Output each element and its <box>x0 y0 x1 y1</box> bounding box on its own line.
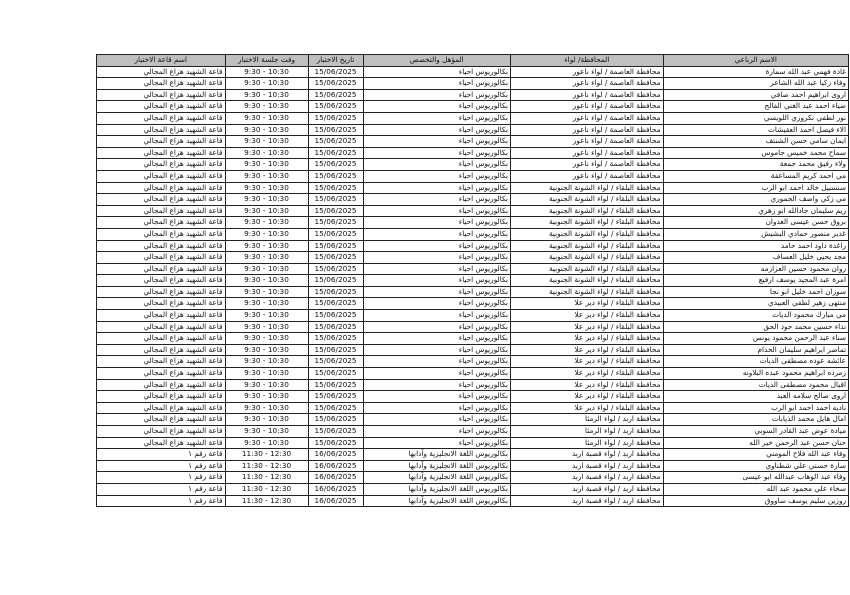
cell-time: 9:30 - 10:30 <box>225 368 308 380</box>
cell-time: 9:30 - 10:30 <box>225 147 308 159</box>
cell-region: محافظة العاصمة / لواء ناعور <box>511 136 664 148</box>
cell-region: محافظة العاصمة / لواء ناعور <box>511 101 664 113</box>
cell-name: وفاء عبد الوهاب عبدالله ابو عيسى <box>663 472 849 484</box>
table-row <box>97 182 849 194</box>
exam-schedule-table <box>96 54 849 507</box>
cell-hall: قاعة رقم ١ <box>97 472 226 484</box>
table-row <box>97 449 849 461</box>
cell-region: محافظة البلقاء / لواء دير علا <box>511 333 664 345</box>
table-row <box>97 205 849 217</box>
cell-date: 15/06/2025 <box>308 217 363 229</box>
cell-date: 15/06/2025 <box>308 66 363 78</box>
cell-region: محافظة العاصمة / لواء ناعور <box>511 66 664 78</box>
cell-time: 9:30 - 10:30 <box>225 286 308 298</box>
cell-hall: قاعة الشهيد هزاع المجالي <box>97 112 226 124</box>
cell-hall: قاعة الشهيد هزاع المجالي <box>97 240 226 252</box>
cell-region: محافظة البلقاء / لواء الشونة الجنوبية <box>511 286 664 298</box>
cell-date: 15/06/2025 <box>308 112 363 124</box>
cell-hall: قاعة الشهيد هزاع المجالي <box>97 182 226 194</box>
cell-hall: قاعة رقم ١ <box>97 460 226 472</box>
cell-hall: قاعة الشهيد هزاع المجالي <box>97 205 226 217</box>
cell-date: 15/06/2025 <box>308 228 363 240</box>
cell-name: اروى ابراهيم احمد صافي <box>663 89 849 101</box>
cell-name: ميادة عوض عبد القادر السوبي <box>663 426 849 438</box>
header-row <box>97 55 849 67</box>
table-row <box>97 333 849 345</box>
cell-qualification: بكالوريوس احياء <box>363 240 511 252</box>
cell-name: مي مبارك محمود الديات <box>663 310 849 322</box>
cell-region: محافظة البلقاء / لواء الشونة الجنوبية <box>511 252 664 264</box>
header-hall: اسم قاعة الاختبار <box>97 55 226 67</box>
cell-hall: قاعة الشهيد هزاع المجالي <box>97 159 226 171</box>
cell-region: محافظة اربد / لواء الرمثا <box>511 426 664 438</box>
cell-region: محافظة اربد / لواء قصبة اربد <box>511 472 664 484</box>
cell-time: 9:30 - 10:30 <box>225 310 308 322</box>
cell-region: محافظة البلقاء / لواء دير علا <box>511 368 664 380</box>
cell-name: وفاء عبد الله فلاح المومني <box>663 449 849 461</box>
cell-qualification: بكالوريوس احياء <box>363 263 511 275</box>
cell-qualification: بكالوريوس احياء <box>363 159 511 171</box>
cell-time: 9:30 - 10:30 <box>225 344 308 356</box>
cell-name: عائشه عوده مصطفى الديات <box>663 356 849 368</box>
cell-hall: قاعة الشهيد هزاع المجالي <box>97 356 226 368</box>
cell-time: 9:30 - 10:30 <box>225 356 308 368</box>
cell-name: ايمان سامي حسن الشنتف <box>663 136 849 148</box>
cell-date: 15/06/2025 <box>308 240 363 252</box>
cell-region: محافظة اربد / لواء قصبة اربد <box>511 483 664 495</box>
cell-date: 16/06/2025 <box>308 460 363 472</box>
cell-time: 9:30 - 10:30 <box>225 263 308 275</box>
table-row <box>97 194 849 206</box>
table-row <box>97 66 849 78</box>
cell-qualification: بكالوريوس احياء <box>363 252 511 264</box>
cell-date: 15/06/2025 <box>308 252 363 264</box>
cell-name: سناء عبد الرحمن محمود يونس <box>663 333 849 345</box>
cell-hall: قاعة الشهيد هزاع المجالي <box>97 310 226 322</box>
cell-name: ضياء احمد عبد الغني الفالح <box>663 101 849 113</box>
cell-qualification: بكالوريوس احياء <box>363 310 511 322</box>
cell-hall: قاعة الشهيد هزاع المجالي <box>97 228 226 240</box>
cell-date: 15/06/2025 <box>308 205 363 217</box>
cell-hall: قاعة الشهيد هزاع المجالي <box>97 66 226 78</box>
cell-region: محافظة العاصمة / لواء ناعور <box>511 89 664 101</box>
cell-date: 15/06/2025 <box>308 136 363 148</box>
cell-date: 15/06/2025 <box>308 414 363 426</box>
cell-time: 9:30 - 10:30 <box>225 170 308 182</box>
cell-qualification: بكالوريوس احياء <box>363 391 511 403</box>
cell-time: 9:30 - 10:30 <box>225 78 308 90</box>
cell-qualification: بكالوريوس اللغة الانجليزية وآدابها <box>363 483 511 495</box>
table-row <box>97 101 849 113</box>
cell-hall: قاعة رقم ١ <box>97 495 226 507</box>
cell-date: 15/06/2025 <box>308 275 363 287</box>
cell-qualification: بكالوريوس احياء <box>363 205 511 217</box>
cell-name: ناديه احمد احمد ابو الرب <box>663 402 849 414</box>
cell-date: 15/06/2025 <box>308 182 363 194</box>
cell-time: 9:30 - 10:30 <box>225 194 308 206</box>
cell-date: 15/06/2025 <box>308 310 363 322</box>
cell-qualification: بكالوريوس احياء <box>363 89 511 101</box>
cell-region: محافظة اربد / لواء الرمثا <box>511 414 664 426</box>
cell-date: 15/06/2025 <box>308 159 363 171</box>
cell-date: 15/06/2025 <box>308 391 363 403</box>
cell-qualification: بكالوريوس احياء <box>363 414 511 426</box>
table-row <box>97 356 849 368</box>
cell-name: غادة فهمي عبد الله سمارة <box>663 66 849 78</box>
cell-region: محافظة البلقاء / لواء دير علا <box>511 356 664 368</box>
cell-qualification: بكالوريوس احياء <box>363 402 511 414</box>
cell-time: 11:30 - 12:30 <box>225 495 308 507</box>
cell-name: روزين سليم يوسف ساووق <box>663 495 849 507</box>
cell-region: محافظة البلقاء / لواء دير علا <box>511 379 664 391</box>
table-row <box>97 112 849 124</box>
cell-region: محافظة اربد / لواء قصبة اربد <box>511 449 664 461</box>
cell-name: حنان حسن عبد الرحمن خير الله <box>663 437 849 449</box>
table-row <box>97 391 849 403</box>
cell-qualification: بكالوريوس احياء <box>363 66 511 78</box>
cell-name: مي احمد كريم المساعفة <box>663 170 849 182</box>
cell-date: 16/06/2025 <box>308 495 363 507</box>
header-region: المحافظة/ لواء <box>511 55 664 67</box>
table-body <box>97 66 849 507</box>
cell-date: 15/06/2025 <box>308 194 363 206</box>
cell-qualification: بكالوريوس احياء <box>363 228 511 240</box>
exam-schedule-sheet <box>96 54 849 507</box>
cell-time: 9:30 - 10:30 <box>225 240 308 252</box>
table-row <box>97 159 849 171</box>
cell-hall: قاعة الشهيد هزاع المجالي <box>97 89 226 101</box>
cell-date: 15/06/2025 <box>308 321 363 333</box>
cell-hall: قاعة الشهيد هزاع المجالي <box>97 286 226 298</box>
cell-time: 9:30 - 10:30 <box>225 298 308 310</box>
cell-region: محافظة البلقاء / لواء دير علا <box>511 298 664 310</box>
cell-hall: قاعة الشهيد هزاع المجالي <box>97 368 226 380</box>
cell-name: الاء فيصل احمد العقيشات <box>663 124 849 136</box>
header-name: الاسم الرباعي <box>663 55 849 67</box>
cell-time: 9:30 - 10:30 <box>225 414 308 426</box>
cell-hall: قاعة الشهيد هزاع المجالي <box>97 414 226 426</box>
cell-date: 15/06/2025 <box>308 356 363 368</box>
table-row <box>97 368 849 380</box>
cell-region: محافظة البلقاء / لواء الشونة الجنوبية <box>511 240 664 252</box>
cell-name: سنسبيل خالد احمد ابو الرب <box>663 182 849 194</box>
cell-time: 11:30 - 12:30 <box>225 460 308 472</box>
cell-region: محافظة البلقاء / لواء الشونة الجنوبية <box>511 217 664 229</box>
table-row <box>97 379 849 391</box>
cell-date: 16/06/2025 <box>308 483 363 495</box>
cell-name: روان محمود حسين العزازمه <box>663 263 849 275</box>
table-row <box>97 310 849 322</box>
cell-region: محافظة العاصمة / لواء ناعور <box>511 147 664 159</box>
cell-time: 9:30 - 10:30 <box>225 205 308 217</box>
table-row <box>97 437 849 449</box>
cell-region: محافظة البلقاء / لواء الشونة الجنوبية <box>511 205 664 217</box>
cell-region: محافظة البلقاء / لواء الشونة الجنوبية <box>511 263 664 275</box>
cell-qualification: بكالوريوس احياء <box>363 379 511 391</box>
cell-qualification: بكالوريوس احياء <box>363 147 511 159</box>
cell-qualification: بكالوريوس احياء <box>363 437 511 449</box>
table-row <box>97 402 849 414</box>
cell-qualification: بكالوريوس اللغة الانجليزية وآدابها <box>363 460 511 472</box>
cell-qualification: بكالوريوس احياء <box>363 112 511 124</box>
cell-time: 9:30 - 10:30 <box>225 89 308 101</box>
cell-qualification: بكالوريوس احياء <box>363 275 511 287</box>
cell-time: 11:30 - 12:30 <box>225 483 308 495</box>
cell-qualification: بكالوريوس احياء <box>363 194 511 206</box>
cell-region: محافظة البلقاء / لواء دير علا <box>511 310 664 322</box>
cell-date: 15/06/2025 <box>308 298 363 310</box>
cell-hall: قاعة الشهيد هزاع المجالي <box>97 437 226 449</box>
table-row <box>97 286 849 298</box>
cell-region: محافظة البلقاء / لواء الشونة الجنوبية <box>511 228 664 240</box>
cell-qualification: بكالوريوس احياء <box>363 298 511 310</box>
cell-hall: قاعة رقم ١ <box>97 483 226 495</box>
cell-name: وفاء زكيا عبد الله الشاعر <box>663 78 849 90</box>
cell-region: محافظة البلقاء / لواء دير علا <box>511 402 664 414</box>
cell-qualification: بكالوريوس احياء <box>363 78 511 90</box>
table-row <box>97 414 849 426</box>
cell-hall: قاعة الشهيد هزاع المجالي <box>97 333 226 345</box>
cell-qualification: بكالوريوس احياء <box>363 286 511 298</box>
table-row <box>97 240 849 252</box>
cell-date: 15/06/2025 <box>308 89 363 101</box>
cell-region: محافظة اربد / لواء قصبة اربد <box>511 460 664 472</box>
cell-hall: قاعة الشهيد هزاع المجالي <box>97 124 226 136</box>
table-row <box>97 252 849 264</box>
cell-region: محافظة البلقاء / لواء الشونة الجنوبية <box>511 182 664 194</box>
cell-time: 9:30 - 10:30 <box>225 437 308 449</box>
table-row <box>97 483 849 495</box>
cell-name: اقبال محمود مصطفى الديات <box>663 379 849 391</box>
cell-region: محافظة العاصمة / لواء ناعور <box>511 170 664 182</box>
cell-time: 9:30 - 10:30 <box>225 124 308 136</box>
table-row <box>97 124 849 136</box>
table-row <box>97 217 849 229</box>
cell-hall: قاعة الشهيد هزاع المجالي <box>97 321 226 333</box>
table-row <box>97 78 849 90</box>
table-row <box>97 321 849 333</box>
cell-hall: قاعة الشهيد هزاع المجالي <box>97 252 226 264</box>
cell-qualification: بكالوريوس احياء <box>363 182 511 194</box>
cell-hall: قاعة رقم ١ <box>97 449 226 461</box>
cell-hall: قاعة الشهيد هزاع المجالي <box>97 170 226 182</box>
cell-date: 15/06/2025 <box>308 402 363 414</box>
cell-date: 15/06/2025 <box>308 368 363 380</box>
cell-qualification: بكالوريوس احياء <box>363 321 511 333</box>
cell-time: 9:30 - 10:30 <box>225 182 308 194</box>
cell-hall: قاعة الشهيد هزاع المجالي <box>97 263 226 275</box>
cell-name: نور لطفي نكروزي اللويسي <box>663 112 849 124</box>
cell-hall: قاعة الشهيد هزاع المجالي <box>97 78 226 90</box>
table-row <box>97 298 849 310</box>
cell-date: 15/06/2025 <box>308 344 363 356</box>
cell-date: 15/06/2025 <box>308 124 363 136</box>
cell-qualification: بكالوريوس احياء <box>363 333 511 345</box>
cell-time: 9:30 - 10:30 <box>225 402 308 414</box>
cell-hall: قاعة الشهيد هزاع المجالي <box>97 426 226 438</box>
table-row <box>97 136 849 148</box>
cell-date: 15/06/2025 <box>308 426 363 438</box>
cell-time: 9:30 - 10:30 <box>225 391 308 403</box>
header-time: وقت جلسة الاختبار <box>225 55 308 67</box>
table-row <box>97 228 849 240</box>
cell-region: محافظة العاصمة / لواء ناعور <box>511 124 664 136</box>
cell-qualification: بكالوريوس احياء <box>363 344 511 356</box>
cell-qualification: بكالوريوس احياء <box>363 124 511 136</box>
cell-region: محافظة البلقاء / لواء الشونة الجنوبية <box>511 194 664 206</box>
cell-name: مي زكي واصف الحموري <box>663 194 849 206</box>
cell-time: 9:30 - 10:30 <box>225 379 308 391</box>
cell-hall: قاعة الشهيد هزاع المجالي <box>97 217 226 229</box>
cell-time: 9:30 - 10:30 <box>225 112 308 124</box>
cell-hall: قاعة الشهيد هزاع المجالي <box>97 402 226 414</box>
cell-name: امرة عبد المجيد يوسف ارفيع <box>663 275 849 287</box>
cell-qualification: بكالوريوس اللغة الانجليزية وآدابها <box>363 449 511 461</box>
cell-region: محافظة العاصمة / لواء ناعور <box>511 112 664 124</box>
cell-date: 15/06/2025 <box>308 286 363 298</box>
cell-date: 15/06/2025 <box>308 170 363 182</box>
table-row <box>97 495 849 507</box>
cell-qualification: بكالوريوس احياء <box>363 170 511 182</box>
cell-region: محافظة اربد / لواء قصبة اربد <box>511 495 664 507</box>
cell-name: غدير منصور حمادي البشيش <box>663 228 849 240</box>
cell-time: 9:30 - 10:30 <box>225 321 308 333</box>
table-row <box>97 472 849 484</box>
table-row <box>97 344 849 356</box>
cell-hall: قاعة الشهيد هزاع المجالي <box>97 275 226 287</box>
cell-time: 11:30 - 12:30 <box>225 472 308 484</box>
cell-region: محافظة البلقاء / لواء دير علا <box>511 391 664 403</box>
cell-date: 15/06/2025 <box>308 333 363 345</box>
table-row <box>97 170 849 182</box>
cell-name: زمرده ابراهيم محمود عبده البلاونه <box>663 368 849 380</box>
table-row <box>97 263 849 275</box>
cell-hall: قاعة الشهيد هزاع المجالي <box>97 147 226 159</box>
cell-name: نداء حسين محمد جود الحق <box>663 321 849 333</box>
cell-name: راغدة داود احمد حامد <box>663 240 849 252</box>
cell-time: 9:30 - 10:30 <box>225 228 308 240</box>
cell-time: 9:30 - 10:30 <box>225 101 308 113</box>
cell-region: محافظة اربد / لواء الرمثا <box>511 437 664 449</box>
header-qualification: المؤهل والتخصص <box>363 55 511 67</box>
cell-name: امال هايل محمد الذيابات <box>663 414 849 426</box>
cell-hall: قاعة الشهيد هزاع المجالي <box>97 391 226 403</box>
cell-qualification: بكالوريوس احياء <box>363 368 511 380</box>
cell-region: محافظة العاصمة / لواء ناعور <box>511 78 664 90</box>
cell-hall: قاعة الشهيد هزاع المجالي <box>97 136 226 148</box>
table-row <box>97 89 849 101</box>
cell-name: سارة حسني علي شطناوي <box>663 460 849 472</box>
cell-hall: قاعة الشهيد هزاع المجالي <box>97 194 226 206</box>
table-row <box>97 147 849 159</box>
table-row <box>97 275 849 287</box>
cell-time: 9:30 - 10:30 <box>225 252 308 264</box>
cell-date: 15/06/2025 <box>308 78 363 90</box>
cell-qualification: بكالوريوس اللغة الانجليزية وآدابها <box>363 472 511 484</box>
cell-time: 11:30 - 12:30 <box>225 449 308 461</box>
cell-name: ولاء رفيق محمد جمعة <box>663 159 849 171</box>
cell-name: تماضر ابراهيم سليمان الخدام <box>663 344 849 356</box>
cell-time: 9:30 - 10:30 <box>225 136 308 148</box>
cell-hall: قاعة الشهيد هزاع المجالي <box>97 101 226 113</box>
cell-name: مجد يحيى خليل العساف <box>663 252 849 264</box>
header-date: تاريخ الاختبار <box>308 55 363 67</box>
cell-time: 9:30 - 10:30 <box>225 159 308 171</box>
cell-qualification: بكالوريوس احياء <box>363 426 511 438</box>
cell-name: منتهى زهير لطفي العبيدي <box>663 298 849 310</box>
cell-date: 15/06/2025 <box>308 379 363 391</box>
cell-date: 16/06/2025 <box>308 472 363 484</box>
cell-region: محافظة البلقاء / لواء دير علا <box>511 344 664 356</box>
cell-name: سماح محمد خميس جاموس <box>663 147 849 159</box>
cell-date: 15/06/2025 <box>308 147 363 159</box>
cell-time: 9:30 - 10:30 <box>225 275 308 287</box>
cell-name: سوزان احمد خليل ابو نجا <box>663 286 849 298</box>
cell-name: اروى صالح سلامه العبد <box>663 391 849 403</box>
cell-hall: قاعة الشهيد هزاع المجالي <box>97 344 226 356</box>
cell-time: 9:30 - 10:30 <box>225 333 308 345</box>
cell-date: 15/06/2025 <box>308 263 363 275</box>
cell-name: ريم سليمان جادالله ابو زهري <box>663 205 849 217</box>
cell-time: 9:30 - 10:30 <box>225 66 308 78</box>
cell-qualification: بكالوريوس احياء <box>363 217 511 229</box>
cell-hall: قاعة الشهيد هزاع المجالي <box>97 298 226 310</box>
cell-qualification: بكالوريوس احياء <box>363 356 511 368</box>
cell-region: محافظة البلقاء / لواء دير علا <box>511 321 664 333</box>
cell-time: 9:30 - 10:30 <box>225 217 308 229</box>
cell-name: سخاء علي محمود عبد الله <box>663 483 849 495</box>
cell-time: 9:30 - 10:30 <box>225 426 308 438</box>
table-row <box>97 460 849 472</box>
cell-date: 16/06/2025 <box>308 449 363 461</box>
cell-qualification: بكالوريوس اللغة الانجليزية وآدابها <box>363 495 511 507</box>
cell-qualification: بكالوريوس احياء <box>363 101 511 113</box>
cell-hall: قاعة الشهيد هزاع المجالي <box>97 379 226 391</box>
cell-name: بروق حسن عيسى العدوان <box>663 217 849 229</box>
cell-date: 15/06/2025 <box>308 437 363 449</box>
cell-date: 15/06/2025 <box>308 101 363 113</box>
table-row <box>97 426 849 438</box>
cell-region: محافظة العاصمة / لواء ناعور <box>511 159 664 171</box>
cell-qualification: بكالوريوس احياء <box>363 136 511 148</box>
cell-region: محافظة البلقاء / لواء الشونة الجنوبية <box>511 275 664 287</box>
